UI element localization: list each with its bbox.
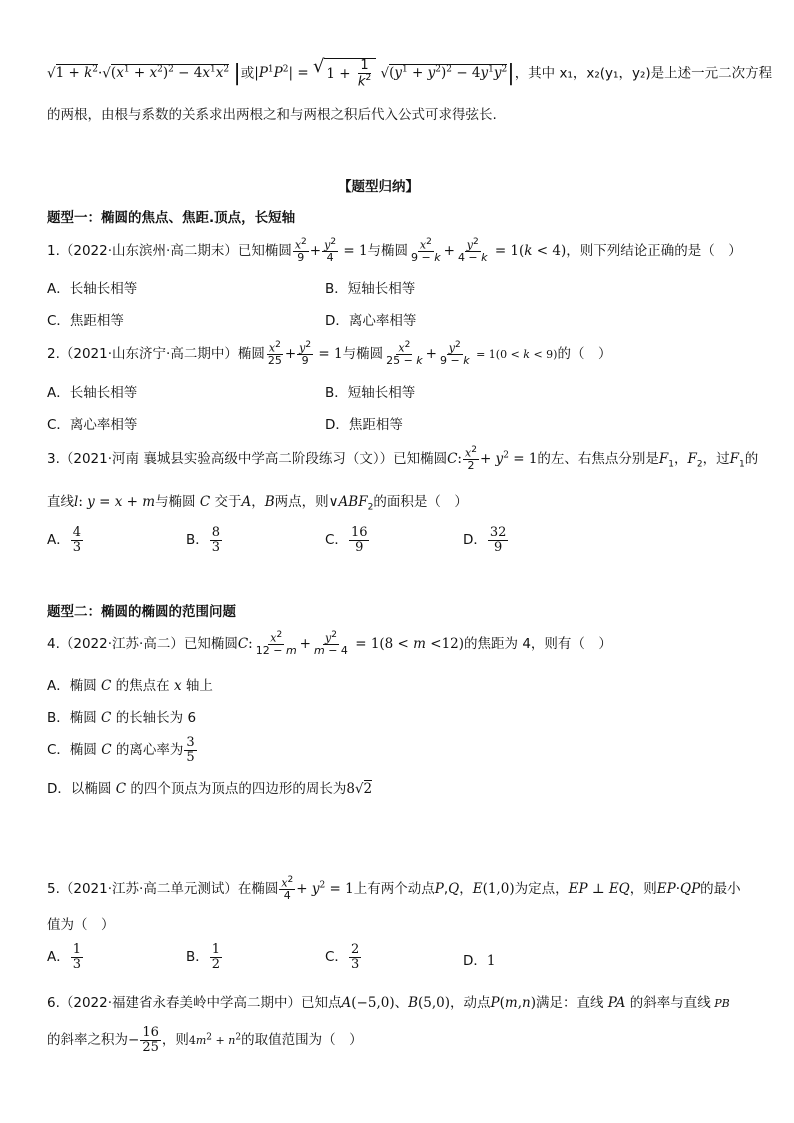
q1-option-d: D．离心率相等 bbox=[325, 313, 417, 329]
type1-title: 题型一：椭圆的焦点、焦距.顶点，长短轴 bbox=[47, 210, 296, 226]
chord-length-formula-line: $√1 + k^2\cdot√(x^1 + x^2)^2 - 4x^1x^2$ |或$|P^1P^2|$ = √ 1 + $\frac{1}{k^2}$ $√(y^1 + y^2)^2 - 4y^1y^2|$，其中 x₁，x₂(y₁，y₂)是上述一元二次方程 bbox=[47, 56, 773, 89]
question-6-stem: 6.（2022·福建省永春美岭中学高二期中）已知点A(−5,0)、B(5,0)，动点P(m,n)满足：直线 PA 的斜率与直线 PB bbox=[47, 995, 730, 1011]
question-2-stem: 2.（2021·山东济宁·高二期中）椭圆 $\frac{x^2}{25}$ + $\frac{y^2}{9}$ = 1与椭圆 $\frac{x^2}{25 - k}$ + $\frac{y^2}{9 - k}$ = 1(0 < k < 9)的（ ） bbox=[47, 340, 612, 368]
q4-option-c: C．椭圆 C 的离心率为 $\frac{3}{5}$ bbox=[47, 735, 195, 765]
q2-option-c: C．离心率相等 bbox=[47, 417, 138, 433]
q2-option-d: D．焦距相等 bbox=[325, 417, 403, 433]
question-1-stem: 1.（2022·山东滨州·高二期末）已知椭圆 $\frac{x^2}{9}$ + $\frac{y^2}{4}$ = 1与椭圆 $\frac{x^2}{9 - k}$ + $\frac{y^2}{4 - k}$ = 1(k < 4)，则下列结论正确的是（ ） bbox=[47, 237, 742, 265]
q1-option-a: A．长轴长相等 bbox=[47, 281, 138, 297]
q5-option-a: A． $\frac{1}{3}$ bbox=[47, 942, 82, 972]
q2-option-a: A．长轴长相等 bbox=[47, 385, 138, 401]
chord-formula-2: √ 1 + $\frac{1}{k^2}$ bbox=[313, 58, 376, 89]
q5-option-d: D．1 bbox=[463, 953, 496, 969]
q5-option-c: C． $\frac{2}{3}$ bbox=[325, 942, 360, 972]
q3-option-d: D． $\frac{32}{9}$ bbox=[463, 525, 507, 555]
q4-option-a: A．椭圆 C 的焦点在 x 轴上 bbox=[47, 678, 213, 694]
question-3-stem: 3.（2021·河南 襄城县实验高级中学高二阶段练习（文））已知椭圆C: $\frac{x^2}{2}$ + $y^2 = 1$的左、右焦点分别是$F_1$，$F_2$，过$F_1$的 bbox=[47, 445, 759, 473]
intro-text-tail: ，其中 x₁，x₂(y₁，y₂)是上述一元二次方程 bbox=[514, 65, 773, 82]
section-title: 【题型归纳】 bbox=[338, 179, 419, 195]
question-5-stem: 5.（2021·江苏·高二单元测试）在椭圆 $\frac{x^2}{4}$ + $y^2 = 1$上有两个动点P,Q，E(1,0)为定点，EP ⊥ EQ，则EP·QP的最小 bbox=[47, 875, 741, 903]
q4-option-d: D．以椭圆 C 的四个顶点为顶点的四边形的周长为8√2 bbox=[47, 781, 373, 797]
q5-option-b: B． $\frac{1}{2}$ bbox=[186, 942, 221, 972]
question-6-line2: 的斜率之积为− $\frac{16}{25}$ ，则$4m^2 + n^2$的取值范围为（ ） bbox=[47, 1025, 363, 1055]
q1-option-c: C．焦距相等 bbox=[47, 313, 124, 329]
q4-option-b: B．椭圆 C 的长轴长为 6 bbox=[47, 710, 197, 726]
intro-text-line2: 的两根，由根与系数的关系求出两根之和与两根之积后代入公式可求得弦长. bbox=[47, 107, 497, 123]
question-3-line2: 直线l: y = x + m与椭圆 C 交于A，B两点，则$\vee ABF_2$的面积是（ ） bbox=[47, 494, 468, 513]
q1-option-b: B．短轴长相等 bbox=[325, 281, 416, 297]
q2-option-b: B．短轴长相等 bbox=[325, 385, 416, 401]
q3-option-b: B． $\frac{8}{3}$ bbox=[186, 525, 221, 555]
chord-formula-1: $√1 + k^2\cdot√(x^1 + x^2)^2 - 4x^1x^2$ bbox=[47, 64, 230, 82]
q3-option-a: A． $\frac{4}{3}$ bbox=[47, 525, 82, 555]
question-5-line2: 值为（ ） bbox=[47, 917, 115, 933]
q3-option-c: C． $\frac{16}{9}$ bbox=[325, 525, 368, 555]
question-4-stem: 4.（2022·江苏·高二）已知椭圆C: $\frac{x^2}{12 - m}$ + $\frac{y^2}{m - 4}$ = 1(8 < m <12)的焦距为 4，则有（ ） bbox=[47, 630, 612, 658]
type2-title: 题型二：椭圆的椭圆的范围问题 bbox=[47, 604, 236, 620]
